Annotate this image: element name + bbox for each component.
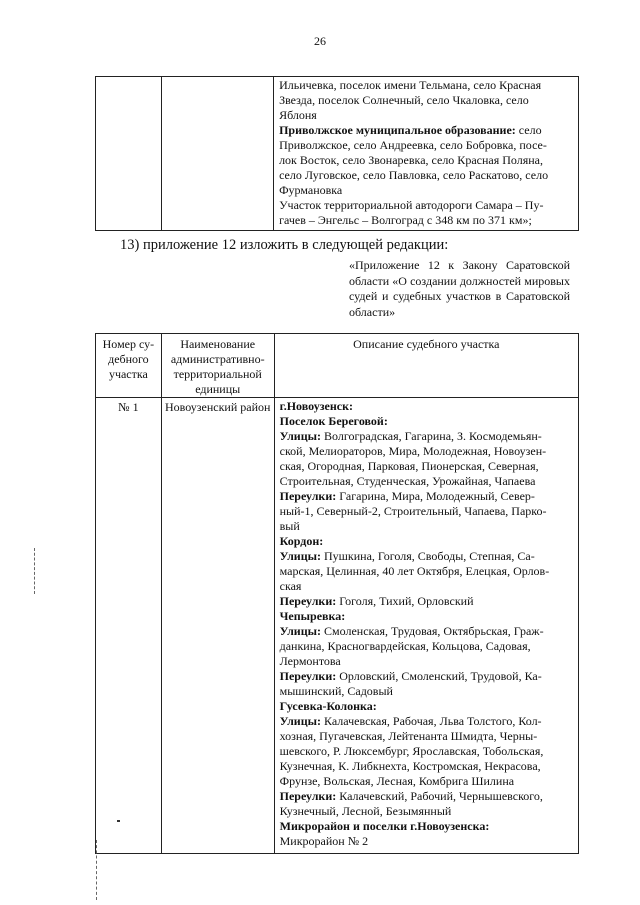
- description-line: шевского, Р. Люксембург, Ярославская, Тобольская,: [279, 744, 544, 758]
- description-line: гачев – Энгельс – Волгоград с 348 км по 371 км»;: [279, 213, 532, 227]
- description-line: Кузнечный, Лесной, Безымянный: [279, 804, 452, 818]
- description-line: Звезда, поселок Солнечный, село Чкаловка, село: [279, 93, 529, 107]
- description-line: ской, Мелиораторов, Мира, Молодежная, Новоузен-: [279, 444, 547, 458]
- table-header-row: [96, 334, 579, 398]
- description-line: ный-1, Северный-2, Строительный, Чапаева, Парко-: [279, 504, 547, 518]
- description-line: Микрорайон и поселки г.Новоузенска:: [279, 819, 490, 833]
- line-text: Пушкина, Гоголя, Свободы, Степная, Са-: [321, 549, 535, 563]
- description-line: марская, Целинная, 40 лет Октября, Елецкая, Орлов-: [279, 564, 550, 578]
- description-line: Поселок Береговой:: [279, 414, 388, 428]
- description-line: хозная, Пугачевская, Лейтенанта Шмидта, Черны-: [279, 729, 538, 743]
- description-line: [280, 429, 575, 444]
- description-line: Строительная, Студенческая, Урожайная, Чапаева: [279, 474, 536, 488]
- scan-dot: [117, 820, 120, 822]
- description-line: лок Восток, село Звонаревка, село Красная Поляна,: [279, 153, 543, 167]
- line-label: Переулки:: [279, 489, 337, 503]
- description-line: Чепыревка:: [279, 609, 346, 623]
- table-row: [96, 398, 579, 854]
- district-description-cell: [274, 398, 578, 854]
- description-line: ская, Огородная, Парковая, Пионерская, Северная,: [279, 459, 539, 473]
- page-number: 26: [314, 34, 326, 48]
- line-label: Улицы:: [279, 429, 322, 443]
- description-line: Ильичевка, поселок имени Тельмана, село Красная: [279, 78, 542, 92]
- description-line: Лермонтова: [279, 654, 341, 668]
- description-text: [274, 77, 578, 229]
- section-13-heading: 13) приложение 12 изложить в следующей редакции:: [120, 237, 449, 253]
- line-label: Переулки:: [279, 789, 337, 803]
- description-line: Фурмановка: [279, 183, 343, 197]
- line-text: Смоленская, Трудовая, Октябрьская, Граж-: [321, 624, 544, 638]
- line-label: Улицы:: [279, 714, 322, 728]
- description-line: [279, 123, 575, 138]
- line-text: село: [515, 123, 542, 137]
- line-text: Калачевский, Рабочий, Чернышевского,: [336, 789, 543, 803]
- line-label: Переулки:: [279, 594, 337, 608]
- court-districts-table: [95, 333, 579, 854]
- table-cell-unit: [161, 77, 273, 231]
- description-line: Приволжское, село Андреевка, село Бобровка, посе-: [279, 138, 547, 152]
- admin-unit: Новоузенский район: [161, 398, 274, 854]
- district-description: [275, 398, 578, 850]
- header-description: Описание судебного участка: [274, 334, 578, 398]
- description-line: [280, 594, 575, 609]
- line-label: Переулки:: [279, 669, 337, 683]
- line-text: Гагарина, Мира, Молодежный, Север-: [336, 489, 535, 503]
- description-line: Кузнечная, К. Либкнехта, Костромская, Некрасова,: [279, 759, 541, 773]
- line-text: Гоголя, Тихий, Орловский: [336, 594, 474, 608]
- description-line: [280, 549, 575, 564]
- table-cell-description: [274, 77, 579, 231]
- line-text: Орловский, Смоленский, Трудовой, Ка-: [336, 669, 542, 683]
- description-line: г.Новоузенск:: [279, 399, 353, 413]
- header-district-number: Номер су- дебного участка: [96, 334, 162, 398]
- description-line: [280, 669, 575, 684]
- description-line: данкина, Красногвардейская, Кольцова, Садовая,: [279, 639, 531, 653]
- description-line: Яблоня: [279, 108, 317, 122]
- scan-margin-mark: [96, 840, 97, 900]
- description-line: [280, 624, 575, 639]
- description-line: Кордон:: [279, 534, 324, 548]
- line-text: Калачевская, Рабочая, Льва Толстого, Кол-: [321, 714, 542, 728]
- description-line: [280, 789, 575, 804]
- table-cell-number: [96, 77, 162, 231]
- description-line: [280, 714, 575, 729]
- line-label: Улицы:: [279, 624, 322, 638]
- district-number: № 1: [96, 398, 162, 854]
- description-line: село Луговское, село Павловка, село Раскатово, село: [279, 168, 549, 182]
- description-line: [280, 489, 575, 504]
- description-line: Микрорайон № 2: [279, 834, 369, 848]
- appendix-heading: «Приложение 12 к Закону Саратовской области «О создании должностей мировых судей и судебных участков в Саратовской области»: [349, 258, 570, 319]
- description-line: мышинский, Садовый: [279, 684, 393, 698]
- line-label: Приволжское муниципальное образование:: [279, 123, 516, 137]
- description-line: вый: [279, 519, 300, 533]
- line-label: Улицы:: [279, 549, 322, 563]
- description-line: Гусевка-Колонка:: [279, 699, 377, 713]
- header-admin-unit: Наименование административно- территориальной единицы: [161, 334, 274, 398]
- description-line: Фрунзе, Вольская, Лесная, Комбрига Шилина: [279, 774, 515, 788]
- description-line: ская: [279, 579, 302, 593]
- continued-table: [95, 76, 579, 231]
- line-text: Волгоградская, Гагарина, З. Космодемьян-: [321, 429, 542, 443]
- description-line: Участок территориальной автодороги Самара – Пу-: [279, 198, 544, 212]
- scan-margin-mark: [34, 548, 35, 594]
- table-row: [96, 77, 579, 231]
